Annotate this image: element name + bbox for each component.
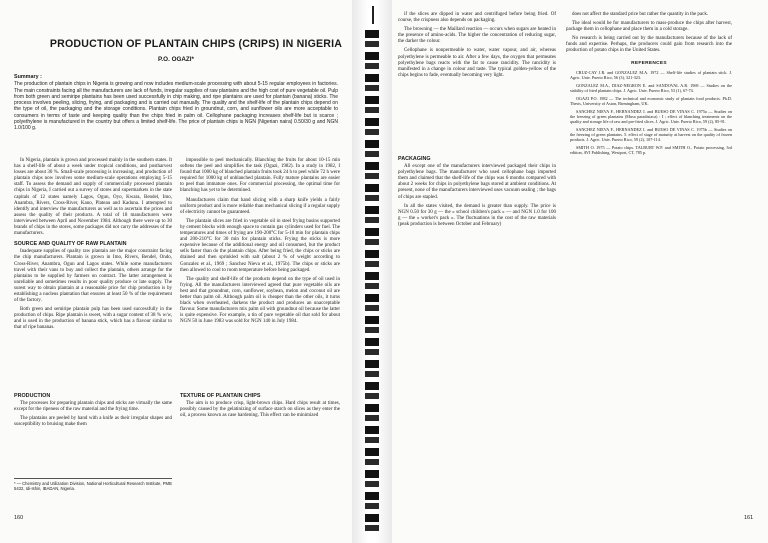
binding-bar [365, 404, 379, 412]
reference-item: SMITH O. 1975 — Potato chips. TALBURT W.F. and SMITH O., Potato processing, 3rd edition, AVI Publishing, Westport, CT, 785 p. [570, 144, 732, 155]
binding-bar [365, 283, 379, 289]
binding-bar [365, 63, 379, 69]
production-paragraph-2: The plantains are peeled by hand with a knife as their irregular shapes and susceptibility to bruising make them [14, 416, 172, 428]
binding-bar [365, 426, 379, 434]
binding-bar [365, 382, 379, 390]
binding-bar [365, 305, 379, 311]
page-number-left: 160 [14, 515, 24, 521]
reference-item: CRUZ-CAY J.R. and GONZALEZ M.A. 1972 — Shelf-life studies of plantain stick. J. Agric. Univ. Puerto Rico, 56 (3), 321-323. [570, 69, 732, 80]
binding-bar [365, 217, 379, 223]
binding-bar [365, 206, 379, 214]
right-col4-paragraph-2: The ideal would be for manufacturers to mass-produce the chips after harvest, package them in cellophane and place them in a cold storage. [566, 21, 732, 33]
article-title: PRODUCTION OF PLANTAIN CHIPS (CRIPS) IN NIGERIA [49, 38, 343, 50]
right-col4-paragraph-3: No research is being carried out by the manufacturers because of the lack of funds and expertise. Perhaps, the producers could gain from research into the production of potato chips in the United States. [566, 36, 732, 54]
production-paragraph-1: The processes for preparing plantain chips and sticks are virtually the same except for the ripeness of the raw material and the frying time. [14, 401, 172, 413]
binding-bars [365, 30, 379, 535]
reference-item: SANCHEZ NIEVA F., HERNANDEZ I. and BUESO DE VINAS C. 1975a — Studies on the freezing of green plantains (Musa paradisiaca) : I ; effect of blanching treatments on the quality and storage life of raw and pre-fried slices. J. Agric. Univ. Puerto Rico, 59 (2), 85-91. [570, 108, 732, 124]
binding-bar [365, 415, 379, 421]
binding-bar [365, 261, 379, 267]
gutter-marker [372, 6, 374, 24]
column-3 [398, 12, 556, 82]
right-paragraph-1: if the slices are dipped in water and centrifuged before being fried. Of course, the crispness also depends on packaging. [398, 12, 556, 24]
binding-bar [365, 173, 379, 179]
summary-block [14, 74, 338, 132]
binding-bar [365, 349, 379, 355]
binding-bar [365, 360, 379, 368]
column-1 [14, 158, 172, 335]
column-1-bottom [14, 389, 172, 431]
binding-bar [365, 96, 379, 104]
source-paragraph-1: Inadequate supplies of quality raw plantain are the major constraint facing the chip manufacturers. Plantain is grown in Imo, Rivers, Bendel, Ondo, Cross-River, Anambra, Ogun and Lagos states. While some manufacturers travel with their vans to buy and collect the plantain, others arrange for the plantains to be supplied by farmers on contract. The latter arrangement is unreliable and sometimes results in poor quality produce or late supply. The surest way to obtain plantain at a reasonable price for chip production is by establishing a nucleus plantation that ensures at least 50 % of the requirement of the factory. [14, 249, 172, 304]
right-paragraph-3: Cellophane is nonpermeable to water, water vapour, and air, whereas polyethylene is permeable to air. After a few days, the oxygen that permeates polyethylene bags reacts with the fat to cause rancidity. The rancidity is manifested in a change in colour and taste. The typical golden-yellow of the chips begins to fade, eventually becoming very light. [398, 48, 556, 78]
texture-paragraph-1: The aim is to produce crisp, light-brown chips. Hard chips result at times, possibly caused by the gelatinizing of surface starch on slices as they enter the oil, a process known as case hardening. This effect can be minimized [180, 401, 340, 419]
binding-bar [365, 470, 379, 478]
section-heading-production: PRODUCTION [14, 393, 51, 399]
binding-bar [365, 239, 379, 245]
binding-bar [365, 140, 379, 148]
section-heading-source: SOURCE AND QUALITY OF RAW PLANTAIN [14, 241, 127, 248]
middle-paragraph-4: The quality and shelf-life of the products depend on the type of oil used in frying. All the manufacturers interviewed agreed that pure vegetable oils are best and that groundnut, corn, sunflower, soybean, melon and coconut oil are better than palm oil. Although palm oil is cheaper than the other oils, it turns black when overheated, darkens the product and produces an unacceptable flavour. Some manufacturers mix palm oil with groundnut oil because the latter is quite expensive. For example, a tin of pure vegetable oil that sold for about NGN 50 in June 1983 was sold for NGN 140 in July 1984. [180, 276, 340, 325]
binding-bar [365, 525, 379, 531]
binding-bar [365, 195, 379, 201]
references-heading: REFERENCES [631, 60, 667, 66]
binding-bar [365, 272, 379, 280]
reference-item: GONZALEZ M.A., DIAZ-NEGRON E. and SANDOVAL A.R. 1969 — Studies on the stability of fried plantain chips. J. Agric. Univ. Puerto Rico, 53 (1), 67-74. [570, 82, 732, 93]
packaging-paragraph-1: All except one of the manufacturers interviewed packaged their chips in polyethylene bags. The manufacturer who used cellophane bags imported them and claimed that the shelf-life of the chips was 6 months compared with about 2 weeks for chips in polyethylene bags stored at ambient conditions. At present, none of the manufacturers interviewed uses vacuum sealing ; the bags of chips are stapled. [398, 164, 556, 200]
binding-bar [365, 41, 379, 47]
binding-bar [365, 52, 379, 60]
binding-bar [365, 393, 379, 399]
binding-bar [365, 316, 379, 324]
binding-bar [365, 30, 379, 38]
column-2-bottom [180, 389, 340, 422]
binding-bar [365, 437, 379, 443]
reference-item: SANCHEZ NIEVA F., HERNANDEZ I. and BUESO DE VINAS C. 1975b — Studies on the freezing of green plantains. 5. effect of stage of maturity at harvest on the quality of frozen products. J. Agric. Univ. Puerto Rico, 59 (2), 107-114. [570, 126, 732, 142]
section-heading-packaging: PACKAGING [398, 156, 431, 162]
binding-bar [365, 85, 379, 91]
footnote: * — Chemistry and Utilization Division, National Horticultural Research Institute, PMB 5432, Idi-Ishin, IBADAN, Nigeria. [14, 478, 172, 491]
binding-bar [365, 492, 379, 500]
column-4 [566, 12, 732, 158]
page-number-right: 161 [744, 515, 754, 521]
binding-bar [365, 118, 379, 126]
binding-bar [365, 371, 379, 377]
summary-text: The production of plantain chips in Nigeria is growing and now includes medium-scale processing with about 5-15 regular employees in factories. The main constraints facing all the manufacturers are lack of funds, irregular supplies of raw plantains and the high cost of pure vegetable oil. Pulp from both green and semiripe plantains has been used successfully in chip making, and ripe plantains are used for plantain (banana) sticks. The process involves peeling, slicing, frying, and packaging and is carried out manually. The quality and the shelf-life of the plantain chips depend on the type of oil, the packaging and the storage conditions. Plantain chips fried in groundnut, corn, and sunflower oils are more acceptable to consumers in terms of taste and keeping quality than the chips fried in palm oil. Cellophane packaging increases shelf-life but is scarce ; polyethylene is manufactured in the country but offers a limited shelf-life. The price of plantain chips is NGN (Nigerian naira) 0.50/30 g and NGN 1.0/100 g. [14, 81, 338, 132]
section-heading-texture: TEXTURE OF PLANTAIN CHIPS [180, 393, 261, 399]
right-col4-paragraph-1: does not affect the standard price but rather the quantity in the pack. [572, 12, 709, 17]
binding-bar [365, 74, 379, 82]
binding-bar [365, 503, 379, 509]
binding-bar [365, 129, 379, 135]
middle-paragraph-2: Manufacturers claim that hand slicing with a sharp knife yields a fairly uniform product and is more reliable than mechanical slicing if a regular supply of electricity cannot be guaranteed. [180, 197, 340, 215]
column-2 [180, 158, 340, 328]
binding-bar [365, 162, 379, 170]
binding-bar [365, 184, 379, 192]
binding-bar [365, 448, 379, 456]
binding-bar [365, 228, 379, 236]
binding-bar [365, 514, 379, 522]
binding-bar [365, 151, 379, 157]
binding-bar [365, 327, 379, 333]
summary-heading: Summary : [14, 74, 42, 80]
article-author: P.O. OGAZI* [158, 56, 194, 63]
intro-paragraph: In Nigeria, plantain is grown and processed mainly in the southern states. It has a shelf-life of about a week under tropical conditions, and postharvest losses are about 30 %. Small-scale processing is increasing, and production of plantain chips now involves some medium-scale operations employing 5-15 staff. To assess the demand and supply of commercially processed plantain chips in Nigeria, I carried out a survey of stores and supermarkets in the state capitals of 12 states namely Lagos, Ogun, Oyo, Kwara, Bendel, Imo, Anambra, Rivers, Cross-River, Kano, Plateau and Kaduna. I attempted to identify and interview the manufacturers as well as to ascertain the prices and assess the quality of their products. A total of 18 manufacturers were interviewed between April and November 1984. Although there were up to 30 brands of chips in the stores, some packages did not carry the addresses of the manufacturers. [14, 158, 172, 237]
column-3-packaging [398, 152, 556, 231]
packaging-paragraph-2: In all the states visited, the demand is greater than supply. The price is NGN 0.50 for 30 g — the « school children's pack » — and NGN 1.0 for 100 g — the « worker's pack ». The fluctuations in the cost of the raw materials (peak production is between October and February) [398, 203, 556, 227]
binding-bar [365, 294, 379, 302]
reference-item: OGAZI P.O. 1982 — The technical and economic study of plantain food products. Ph.D. Thesis, University of Aston, Birmingham, UK. [570, 95, 732, 106]
middle-paragraph-3: The plantain slices are fried in vegetable oil in steel frying basins supported by cement blocks with enough space to contain gas cylinders used for fuel. The temperatures and times of frying are 190-200°C for 5-10 min for plantain chips and 200-210°C for 30 min for plantain sticks. Frying the sticks is more expensive because of the additional energy and oil consumed, but the product sells faster than do the plantain chips. After being fried, the chips or sticks are drained and then sprinkled with salt (about 2 % of weight according to Gonzalez et al., 1969 ; Sanchez Nieva et al., 1975b). The chips or sticks are then allowed to cool to room temperature before being packaged. [180, 218, 340, 273]
binding-bar [365, 250, 379, 258]
right-paragraph-2: The browning — the Maillard reaction — occurs when sugars are heated in the presence of amino-acids. The higher the concentration of reducing sugar, the darker the colour. [398, 27, 556, 45]
binding-bar [365, 459, 379, 465]
middle-paragraph-1: impossible to peel mechanically. Blanching the fruits for about 10-15 min softens the peel and simplifies the task (Ogazi, 1982). In a study in 1982, I found that 1000 kg of blanched plantain fruits took 24 h to peel while 72 h were required for 1000 kg of unblanched plantain. Fully mature plantains are easier to peel than immature ones. For commercial processing, the optimal time for blanching has yet to be determined. [180, 158, 340, 194]
binding-bar [365, 107, 379, 113]
source-paragraph-2: Both green and semiripe plantain pulp has been used successfully in the production of chips. Ripe plantain is sweet, with a sugar content of 38 % w/w, and is used in the production of banana stick, which has a flavour similar to that of ripe bananas. [14, 307, 172, 331]
binding-bar [365, 338, 379, 346]
left-page [0, 0, 352, 543]
binding-bar [365, 481, 379, 487]
